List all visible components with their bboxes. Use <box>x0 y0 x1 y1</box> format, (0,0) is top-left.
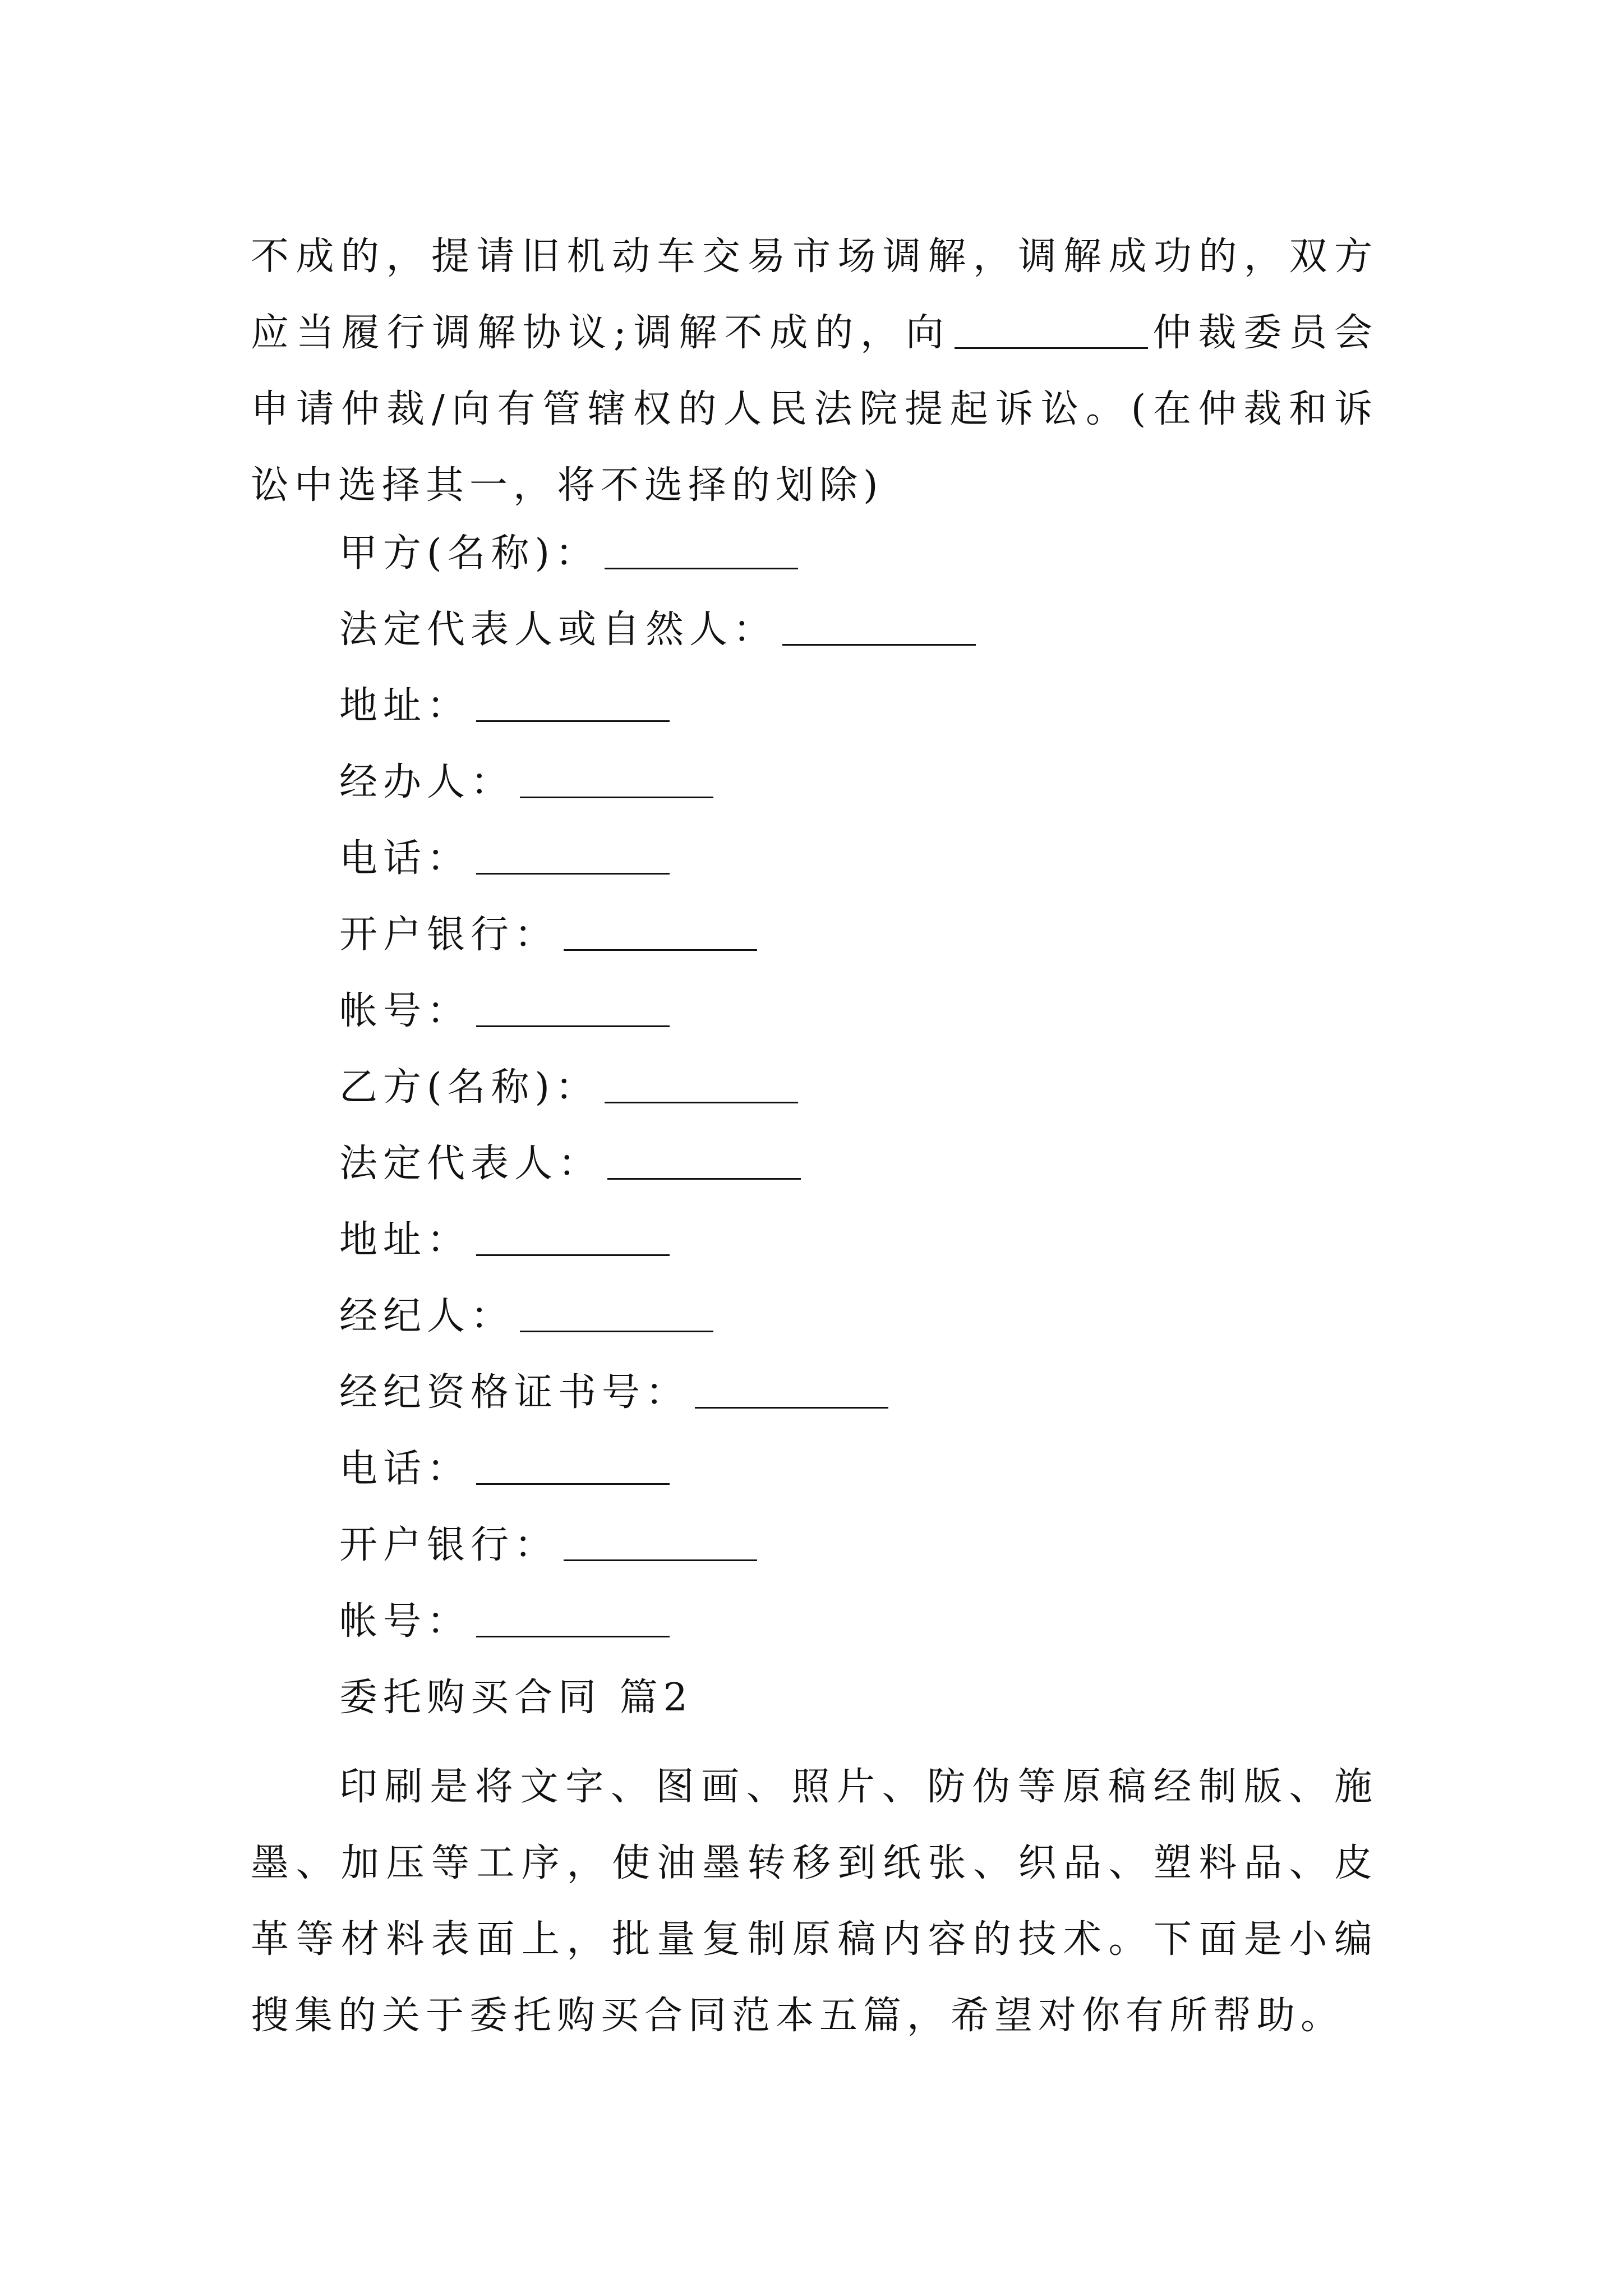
party-b-phone-row <box>251 1444 1378 1520</box>
party-b-account-row <box>251 1596 1378 1673</box>
party-b-rep-row <box>251 1139 1378 1215</box>
fill-blank <box>695 1407 888 1409</box>
field-label: 开户银行： <box>339 913 559 957</box>
fill-blank <box>476 1254 670 1256</box>
field-label: 开户银行： <box>339 1523 559 1567</box>
party-a-address-row <box>251 681 1378 757</box>
party-a-phone-row <box>251 834 1378 910</box>
party-b-cert-row <box>251 1368 1378 1444</box>
fill-blank <box>476 873 670 875</box>
field-label: 法定代表人： <box>339 1142 602 1186</box>
field-label: 经纪资格证书号： <box>339 1370 690 1415</box>
fill-blank <box>520 1331 713 1332</box>
field-label: 甲方(名称)： <box>339 531 600 576</box>
field-label: 经办人： <box>339 760 515 804</box>
party-b-name-row <box>251 1062 1378 1139</box>
paragraph-text: 不成的，提请旧机动车交易市场调解，调解成功的，双方应当履行调解协议;调解不成的，向 <box>251 234 1378 355</box>
party-a-name-row <box>251 528 1378 605</box>
field-label: 帐号： <box>339 1599 471 1644</box>
dispute-resolution-paragraph <box>251 219 1378 524</box>
fill-blank <box>476 1483 670 1485</box>
field-label: 帐号： <box>339 989 471 1033</box>
party-a-rep-row <box>251 605 1378 681</box>
field-label: 电话： <box>339 836 471 881</box>
field-label: 乙方(名称)： <box>339 1065 600 1110</box>
field-label: 法定代表人或自然人： <box>339 608 777 652</box>
fill-blank <box>607 1178 801 1180</box>
party-b-bank-row <box>251 1520 1378 1596</box>
field-label: 经纪人： <box>339 1294 515 1338</box>
field-label: 地址： <box>339 684 471 728</box>
party-a-bank-row <box>251 910 1378 986</box>
fill-blank <box>564 949 757 951</box>
intro-paragraph: 印刷是将文字、图画、照片、防伪等原稿经制版、施墨、加压等工序，使油墨转移到纸张、织品、塑料品、皮革等材料表面上，批量复制原稿内容的技术。下面是小编搜集的关于委托购买合同范本五篇，希望对你有所帮助。 <box>251 1765 1378 2038</box>
fill-blank <box>605 568 798 569</box>
party-b-broker-row <box>251 1291 1378 1368</box>
party-a-account-row <box>251 986 1378 1062</box>
field-label: 电话： <box>339 1447 471 1491</box>
party-a-agent-row <box>251 757 1378 834</box>
fill-blank <box>476 1025 670 1027</box>
field-label: 地址： <box>339 1218 471 1262</box>
document-body <box>251 219 1378 2054</box>
fill-blank <box>605 1102 798 1103</box>
fill-blank <box>520 797 713 798</box>
party-b-address-row <box>251 1215 1378 1291</box>
paragraph-text: 仲裁委员会申请仲裁/向有管辖权的人民法院提起诉讼。(在仲裁和诉讼中选择其一，将不选择的划除) <box>251 311 1378 508</box>
fill-blank <box>476 1636 670 1637</box>
arbitration-committee-blank <box>955 347 1148 349</box>
section-heading: 委托购买合同 篇2 <box>339 1676 693 1720</box>
fill-blank <box>476 720 670 722</box>
fill-blank <box>782 644 976 646</box>
fill-blank <box>564 1559 757 1561</box>
